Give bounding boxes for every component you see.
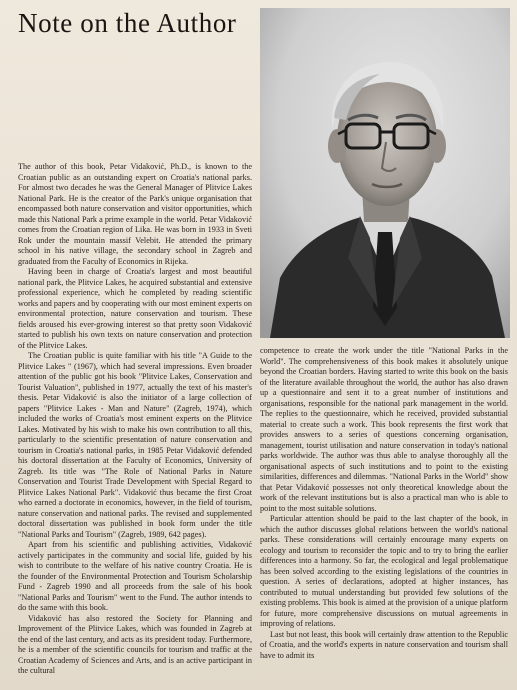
paragraph: competence to create the work under the title "National Parks in the World". The comprehensiveness of this book makes it absolutely unique beyond the Croatian borders. Having started to write this book on the basis of the literature available throughout the world, the author has also drawn up a questionnaire and sent it to a great number of institutions and organisations, responsible for the national park management in the world. The replies to the questionnaire, which he received, provided substantial material to create such a work. This book represents the first work that provides answers to a series of questions concerning organisation, management, tourist utilisation and nature conservation in today's national parks worldwide. The author was thus able to analyse thoroughly all the organisational aspects of such institutions and to point to the existing similarities, differences and dilemmas. "National Parks in the World" show that Petar Vidaković possesses not only theoretical knowledge about the work of the relevant institutions but is also a practical man who is able to point to the most suitable solutions.: [260, 346, 508, 513]
page-title: Note on the Author: [18, 8, 237, 38]
left-text-column: [18, 162, 252, 677]
paragraph: Apart from his scientific and publishing activities, Vidaković actively participates in the community and social life, guided by his wish to contribute to the welfare of his native country Croatia. He is the founder of the Environmental Protection and Tourism Scholarship Fund - Zagreb 1990 and all proceeds from the sale of his book "National Parks and Tourism" went to the Fund. The author intends to do the same with this book.: [18, 540, 252, 612]
paragraph: Last but not least, this book will certainly draw attention to the Republic of Croatia, and the world's experts in nature conservation and tourism shall have to admit its: [260, 629, 508, 660]
paragraph: The author of this book, Petar Vidaković, Ph.D., is known to the Croatian public as an outstanding expert on Croatia's national parks. For almost two decades he was the General Manager of Plitvice Lakes National Park. He is the creator of the Park's unique organisation that encompassed both nature conservation and visitor opportunities, which made this National Park a prime example in the world. Petar Vidaković comes from the Croatian region of Lika. He was born in 1933 in Sveti Rok under the mountain massif Velebit. He attended the primary school in his native village, the secondary school in Zagreb and graduated from the Faculty of Economics in Rijeka.: [18, 162, 252, 266]
paragraph: The Croatian public is quite familiar with his title "A Guide to the Plitvice Lakes " (1967), which had several impressions. Even broader attention of the public got his book "Plitvice Lakes, Conservation and Tourist Valuation", published in 1977, actually the text of his master's thesis. Petar Vidaković is also the initiator of a large collection of papers "Plitvice Lakes - Man and Nature" (Zagreb, 1974), which included the works of Croatia's most eminent experts on the Plitvice Lakes. Motivated by his wish to make his own contribution to all this, particularly to the scientific presentation of nature conservation and tourism in Croatia's national parks, in 1985 Petar Vidaković defended his doctoral dissertation at the Faculty of Economics, University of Zagreb. Its title was "The Role of National Parks in Nature Conservation and Tourist Trade Development with Special Regard to Plitvice Lakes National Park". Vidaković thus became the first Croat who earned a doctorate in economics, however, in the field of tourism, nature conservation and national parks. The revised and supplemented doctoral dissertation was published in book form under the title "National Parks and Tourism" (Zagreb, 1989, 642 pages).: [18, 351, 252, 539]
paragraph: Particular attention should be paid to the last chapter of the book, in which the author discusses global relations between the world's national parks. These considerations will certainly encourage many experts on ecology and tourism to reconsider the topic and to try to bring the earlier differences into a harmony. So far, the ecological and legal problematique has been solved according to the existing legislations of the countries in question. A series of declarations, adopted at higher instances, has contributed to mutual understanding but provided few solutions of the existing problems. This book is aimed at the provision of a unique platform for future, more comprehensive discussions on mutual agreements in improving of relations.: [260, 514, 508, 628]
paragraph: Vidaković has also restored the Society for Planning and Improvement of the Plitvice Lakes, which was founded in Zagreb at the end of the last century, and acts as its president today. Furthermore, he is a member of the scientific councils for tourism and traffic at the Croatian Academy of Sciences and Arts, and is an active participant in the cultural: [18, 613, 252, 675]
portrait-image: [260, 8, 510, 338]
paragraph: Having been in charge of Croatia's largest and most beautiful national park, the Plitvice Lakes, he acquired substantial and extensive professional experience, which he completed by reading scientific works and papers and by cooperating with our most eminent experts on environmental protection, nature conservation and tourism. These fields aroused his ever-growing interest so that pretty soon Vidaković started to publish his own texts on nature conservation and protection of the Plitvice Lakes.: [18, 267, 252, 350]
right-text-column: [260, 346, 508, 661]
author-portrait-photo: [260, 8, 510, 338]
